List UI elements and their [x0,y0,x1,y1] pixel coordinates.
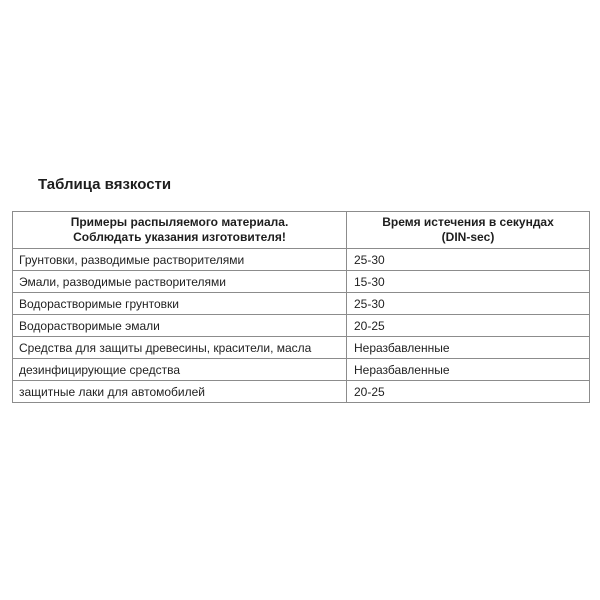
viscosity-table [12,211,590,403]
header-flow-time [347,212,590,249]
material-cell: Грунтовки, разводимые растворителями [13,249,347,271]
header-material [13,212,347,249]
flow-time-cell: Неразбавленные [347,359,590,381]
header-flow-time-line1: Время истечения в секундах [382,215,554,229]
flow-time-cell: Неразбавленные [347,337,590,359]
table-row [13,249,590,271]
table-row [13,271,590,293]
material-cell: Эмали, разводимые растворителями [13,271,347,293]
flow-time-cell: 20-25 [347,381,590,403]
flow-time-cell: 25-30 [347,249,590,271]
header-material-line2: Соблюдать указания изготовителя! [73,230,286,244]
table-row [13,293,590,315]
header-flow-time-line2: (DIN-sec) [441,230,495,244]
material-cell: Средства для защиты древесины, красители, масла [13,337,347,359]
flow-time-cell: 20-25 [347,315,590,337]
material-cell: защитные лаки для автомобилей [13,381,347,403]
flow-time-cell: 15-30 [347,271,590,293]
material-cell: Водорастворимые грунтовки [13,293,347,315]
table-header-row [13,212,590,249]
material-cell: Водорастворимые эмали [13,315,347,337]
table-row [13,315,590,337]
material-cell: дезинфицирующие средства [13,359,347,381]
header-material-line1: Примеры распыляемого материала. [70,215,289,229]
page-title: Таблица вязкости [38,176,172,193]
table-row [13,359,590,381]
table-row [13,337,590,359]
flow-time-cell: 25-30 [347,293,590,315]
table-row [13,381,590,403]
